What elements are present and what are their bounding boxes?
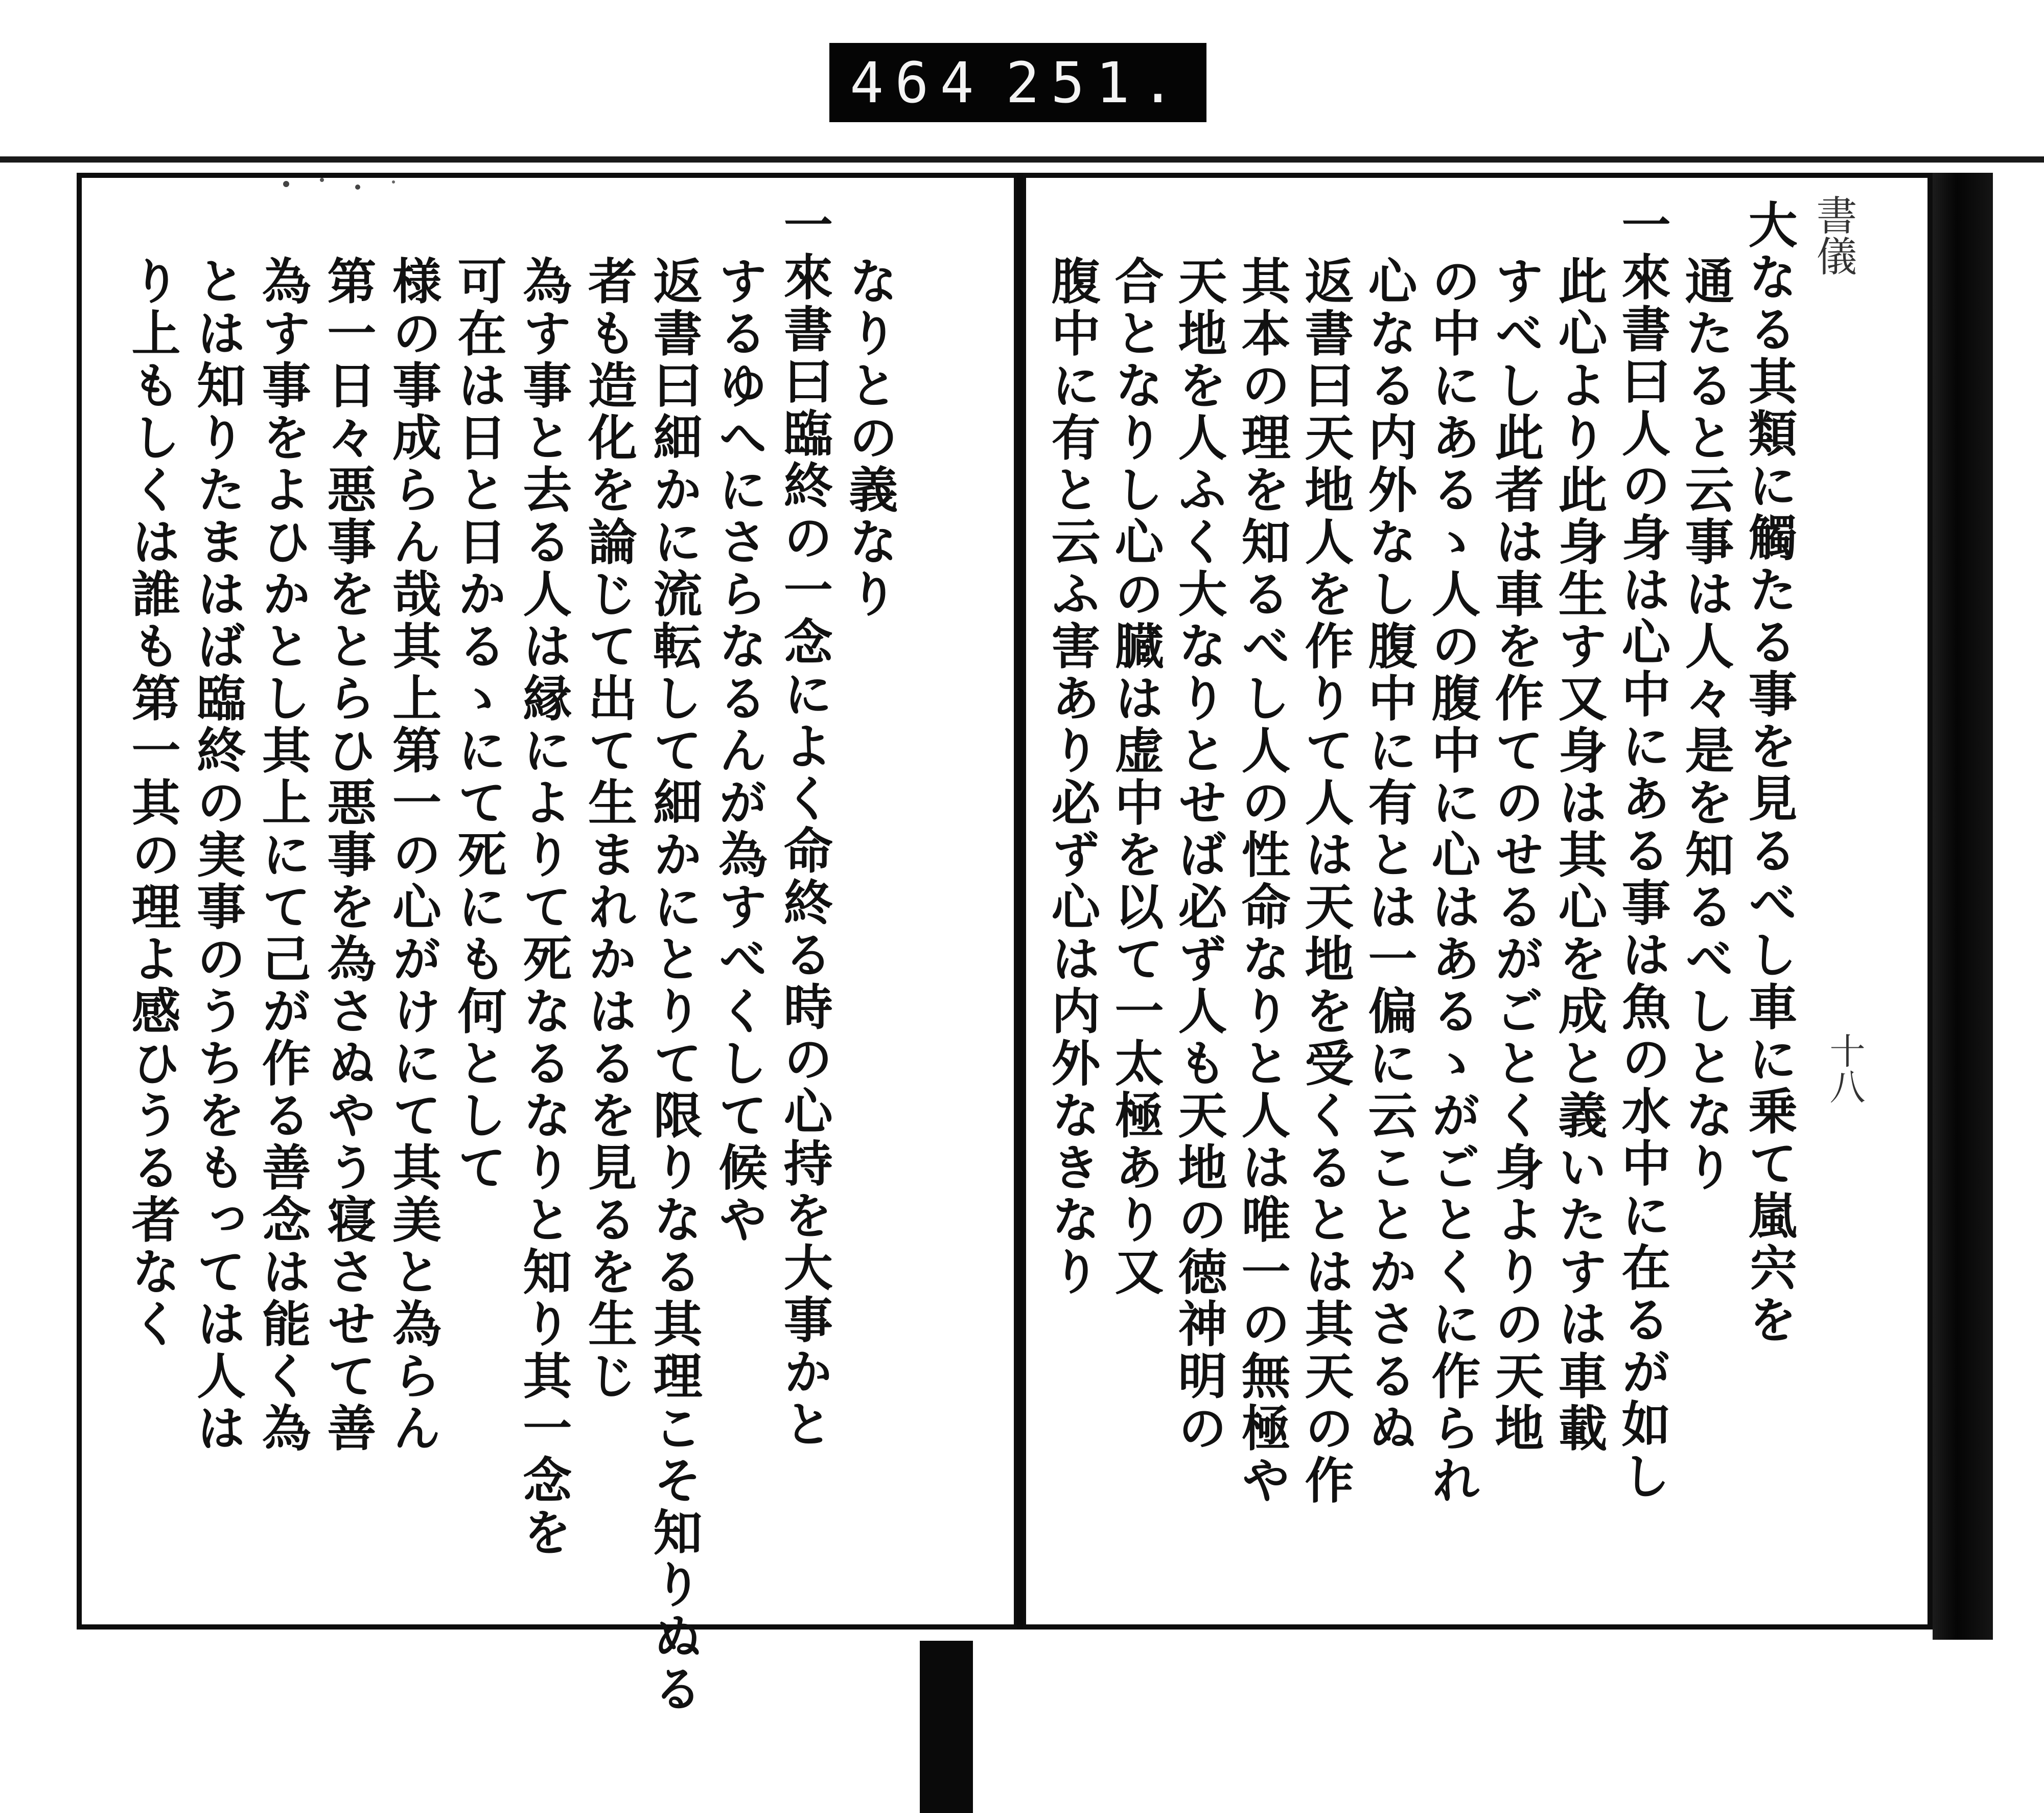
- text-column: り上もしくは誰も第一其の理よ感ひうる者なく: [124, 256, 181, 1350]
- text-column: 心なる内外なし腹中に有とは一偏に云ことかさるぬ: [1360, 256, 1418, 1455]
- text-column: 通たると云事は人々是を知るべしとなり: [1677, 256, 1735, 1194]
- bookmark-ribbon: [920, 1641, 973, 1813]
- text-column: 大なる其類に觸たる事を見るべし車に乗て嵐宍を: [1740, 199, 1798, 1346]
- text-column: するゆへにさらなるんが為すべくして候や: [710, 256, 769, 1246]
- text-column: 合となりし心の臓は虚中を以て一太極あり又: [1107, 256, 1165, 1298]
- text-column: とは知りたまはば臨終の実事のうちをもっては人は: [189, 256, 247, 1455]
- text-column: 可在は日と日かるゝにて死にも何として: [450, 256, 508, 1194]
- top-rule: [0, 156, 2044, 163]
- left-page-text: [124, 199, 899, 1715]
- text-column: 腹中に有と云ふ害あり必ず心は内外なきなり: [1043, 256, 1101, 1298]
- text-column: 其本の理を知るべし人の性命なりと人は唯一の無極や: [1234, 256, 1291, 1507]
- text-column: 此心より此身生す又身は其心を成と義いたすは車載: [1550, 256, 1608, 1455]
- text-column: 返書曰細かに流転して細かにとりて限りなる其理こそ知りぬる: [645, 256, 703, 1715]
- text-column: 為す事と去る人は縁によりて死なるなりと知り其一念を: [515, 256, 573, 1559]
- text-column: 一來書曰臨終の一念によく命終る時の心持を大事かと: [776, 199, 834, 1451]
- text-column: すべし此者は車を作てのせるがごとく身よりの天地: [1487, 256, 1545, 1455]
- page-stack-edge: [1933, 173, 1993, 1640]
- text-column: 為す事をよひかとし其上にて己が作る善念は能く為: [254, 256, 312, 1455]
- right-page-folio: 十八: [1824, 1032, 1866, 1104]
- text-column: なりとの義なり: [841, 256, 899, 621]
- catalog-number-label: [829, 43, 1206, 122]
- text-column: 第一日々悪事をとらひ悪事を為さぬやう寝させて善: [319, 256, 377, 1455]
- right-page-header: 書儀: [1809, 194, 1857, 276]
- text-column: 様の事成らん哉其上第一の心がけにて其美と為らん: [384, 256, 443, 1455]
- text-column: 一來書曰人の身は心中にある事は魚の水中に在るが如し: [1614, 199, 1671, 1503]
- right-page-text: [1043, 199, 1798, 1507]
- text-column: の中にあるゝ人の腹中に心はあるゝがごとくに作られ: [1424, 256, 1481, 1507]
- catalog-right-number: 251.: [1006, 50, 1186, 116]
- scan-specks: [276, 169, 409, 199]
- text-column: 者も造化を論じて出て生まれかはるを見るを生じ: [580, 256, 638, 1403]
- text-column: 返書曰天地人を作りて人は天地を受くるとは其天の作: [1297, 256, 1355, 1507]
- text-column: 天地を人ふく大なりとせば必ず人も天地の徳神明の: [1170, 256, 1228, 1455]
- catalog-left-number: 464: [850, 50, 985, 116]
